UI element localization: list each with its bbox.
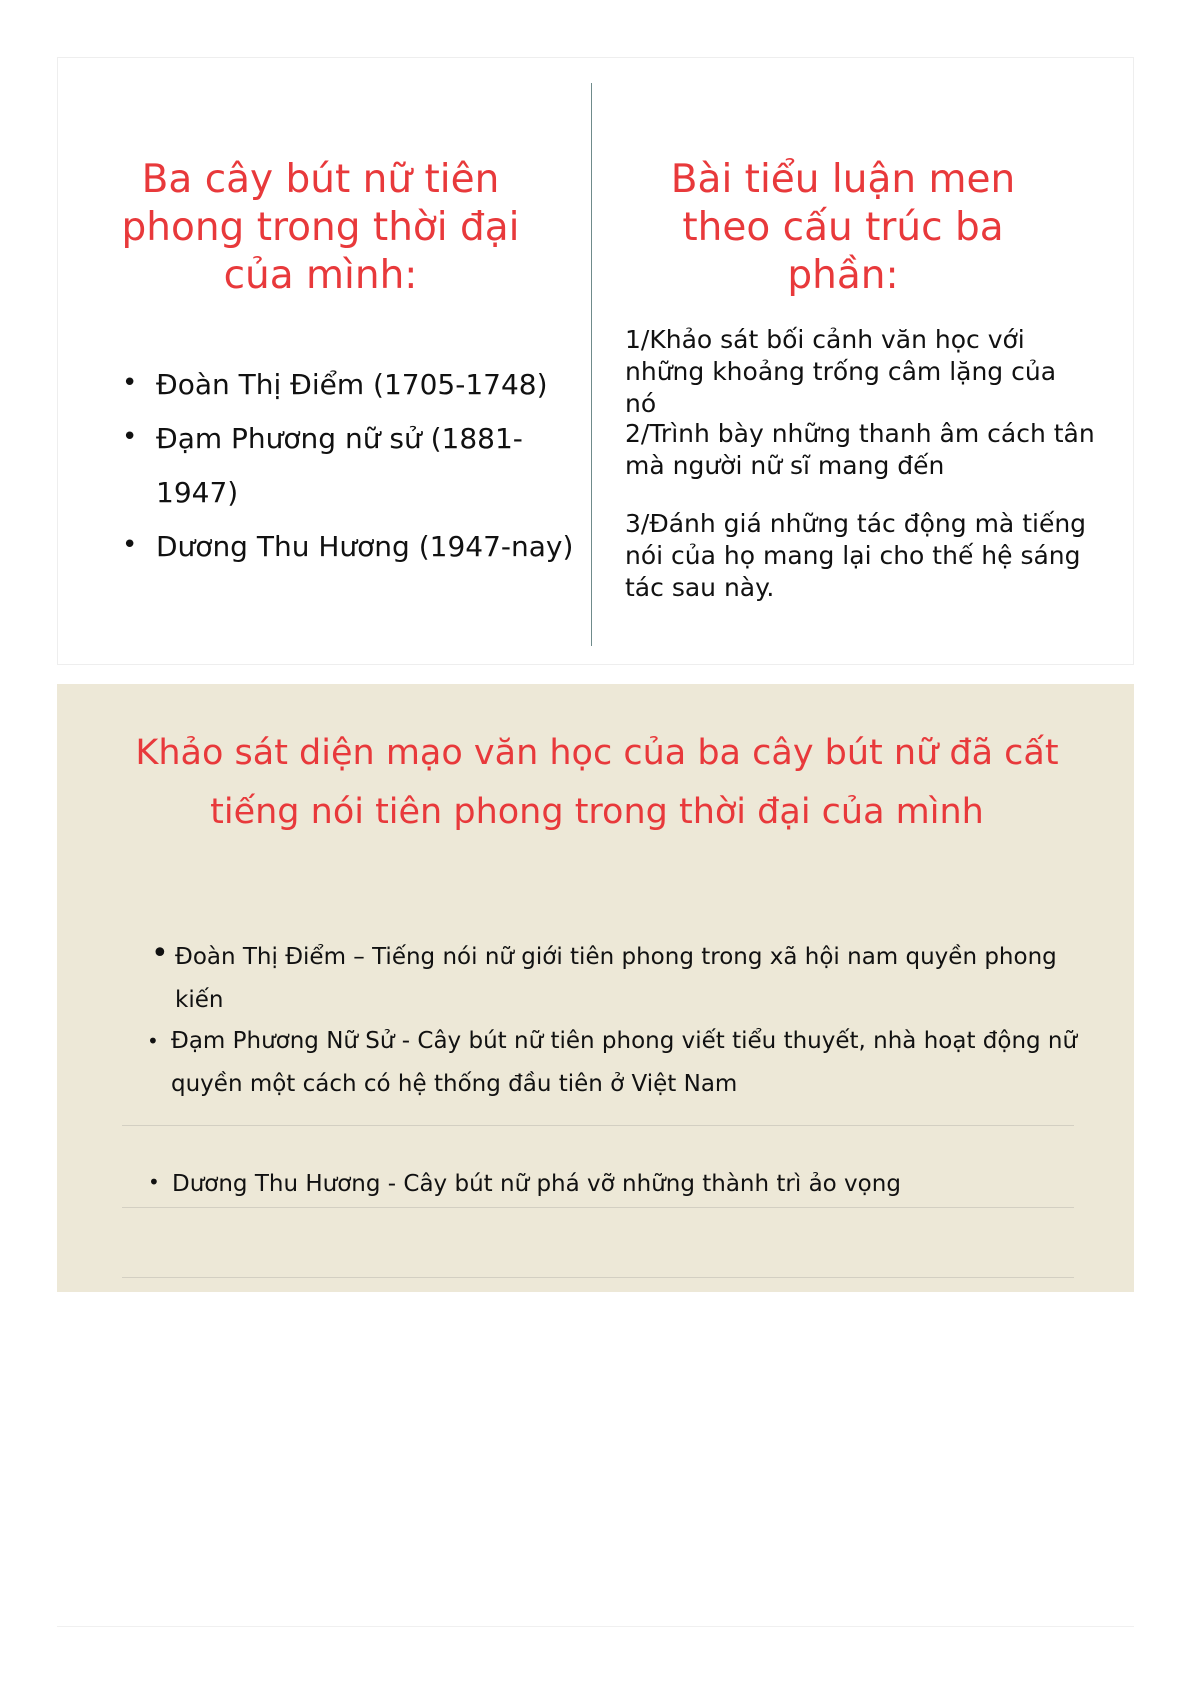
authors-list (86, 358, 576, 574)
survey-item-text: Đoàn Thị Điểm – Tiếng nói nữ giới tiên phong trong xã hội nam quyền phong kiến (175, 944, 1057, 1013)
right-title: Bài tiểu luận men theo cấu trúc ba phần: (670, 157, 1016, 298)
bullet-icon: • (148, 1170, 160, 1194)
slide-overview (57, 57, 1134, 665)
author-item: • Đạm Phương nữ sử (1881-1947) (86, 412, 576, 520)
essay-part-1: 1/Khảo sát bối cảnh văn học với những khoảng trống câm lặng của nó (625, 325, 1057, 418)
survey-item (147, 1020, 1091, 1106)
author-item: • Đoàn Thị Điểm (1705-1748) (86, 358, 576, 412)
survey-item (148, 1163, 1092, 1206)
left-title: Ba cây bút nữ tiên phong trong thời đại của mình: (121, 157, 520, 298)
bullet-icon: • (147, 1029, 159, 1053)
column-divider (591, 83, 592, 646)
survey-item (151, 936, 1095, 1022)
row-divider (122, 1125, 1074, 1126)
survey-item-text: Dương Thu Hương - Cây bút nữ phá vỡ những thành trì ảo vọng (172, 1171, 901, 1197)
survey-title: Khảo sát diện mạo văn học của ba cây bút nữ đã cất tiếng nói tiên phong trong thời đại của mình (135, 733, 1059, 832)
slide-survey (57, 684, 1134, 1292)
row-divider (122, 1207, 1074, 1208)
essay-part-2: 2/Trình bày những thanh âm cách tân mà người nữ sĩ mang đến (625, 419, 1095, 480)
survey-item-text: Đạm Phương Nữ Sử - Cây bút nữ tiên phong viết tiểu thuyết, nhà hoạt động nữ quyền một cách có hệ thống đầu tiên ở Việt Nam (171, 1028, 1078, 1097)
bullet-icon: • (151, 936, 169, 971)
essay-part-3: 3/Đánh giá những tác động mà tiếng nói của họ mang lại cho thế hệ sáng tác sau này. (625, 509, 1087, 602)
page-footer-line (57, 1626, 1134, 1627)
author-item: • Dương Thu Hương (1947-nay) (86, 520, 576, 574)
row-divider (122, 1277, 1074, 1278)
